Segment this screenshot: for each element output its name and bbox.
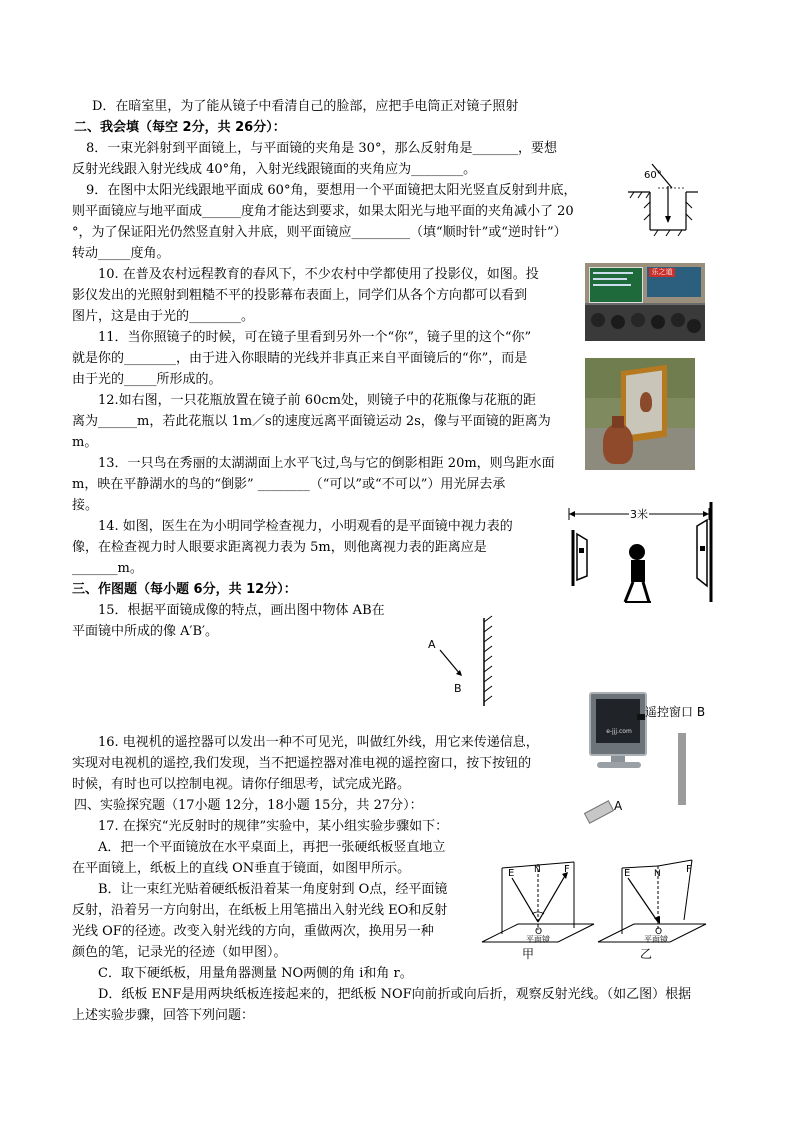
yi-caption: 乙 (640, 947, 653, 961)
q12-line-3: m。 (72, 435, 98, 450)
yi-label-n: N (654, 869, 661, 879)
tv-screen (596, 699, 640, 743)
point-a-label: A (428, 638, 436, 651)
q11-line-1: 11．当你照镜子的时候，可在镜子里看到另外一个“你”，镜子里的这个“你” (98, 330, 532, 345)
q12-line-1: 12.如右图，一只花瓶放置在镜子前 60cm处，则镜子中的花瓶像与花瓶的距 (98, 393, 536, 408)
q17-step-c: C．取下硬纸板，用量角器测量 NO两侧的角 i和角 r。 (98, 966, 413, 981)
projector-screen-title: 乐之道 (649, 268, 675, 277)
point-b-label: B (454, 682, 462, 695)
jia-label-o: O (535, 927, 543, 937)
q14-line-1: 14. 如图，医生在为小明同学检查视力，小明观看的是平面镜中视力表的 (98, 519, 513, 534)
q10-line-2: 影仪发出的光照射到粗糙不平的投影幕布表面上，同学们从各个方向都可以看到 (72, 288, 528, 303)
well-angle-label: 60° (644, 170, 662, 181)
q17-step-b-line-4: 颜色的笔，记录光的径迹（如甲图）。 (72, 945, 287, 960)
projector-classroom-photo (585, 263, 705, 341)
q17-intro: 17. 在探究“光反射时的规律”实验中，某小组实验步骤如下： (98, 819, 449, 834)
q17-step-a-line-2: 在平面镜上，纸板上的直线 ON垂直于镜面，如图甲所示。 (72, 861, 411, 876)
tv-window-label: 遥控窗口 B (645, 705, 706, 719)
tv-body (589, 692, 647, 756)
q17-step-b-line-3: 光线 OF的径迹。改变入射光线的方向，重做两次，换用另一种 (72, 924, 434, 939)
q16-line-3: 时候，有时也可以控制电视。请你仔细思考，试完成光路。 (72, 777, 411, 792)
q9-line-1: 9．在图中太阳光线跟地平面成 60°角，要想用一个平面镜把太阳光竖直反射到井底， (86, 183, 577, 198)
eye-test-figure (565, 490, 717, 608)
q11-line-2: 就是你的________，由于进入你眼睛的光线并非真正来自平面镜后的“你”，而是 (72, 351, 528, 366)
jia-mirror-label: 平面镜 (526, 935, 550, 944)
q14-line-2: 像，在检查视力时人眼要求距离视力表为 5m，则他离视力表的距离应是 (72, 540, 487, 555)
vase-mirror-photo (585, 358, 695, 470)
ab-mirror-figure (420, 612, 520, 710)
q17-step-b-line-2: 反射，沿着另一方向射出，在纸板上用笔描出入射光线 EO和反射 (72, 903, 448, 918)
q17-step-b-line-1: B．让一束红光贴着硬纸板沿着某一角度射到 O点，经平面镜 (98, 882, 448, 897)
yi-label-e: E (624, 868, 631, 879)
jia-caption: 甲 (522, 947, 535, 961)
jia-label-n: N (534, 865, 541, 875)
q12-line-2: 离为______m，若此花瓶以 1m／s的速度远离平面镜运动 2s，像与平面镜的距离为 (72, 414, 551, 429)
q14-line-3: _______m。 (72, 561, 143, 576)
q17-step-a-line-1: A．把一个平面镜放在水平桌面上，再把一张硬纸板竖直地立 (98, 840, 446, 855)
option-d-line: D．在暗室里，为了能从镜子中看清自己的脸部，应把手电筒正对镜子照射 (92, 99, 519, 114)
wall-obstacle (678, 733, 686, 805)
eye-test-distance: 3米 (630, 508, 648, 521)
q16-line-2: 实现对电视机的遥控,我们发现，当不把遥控器对准电视的遥控窗口，按下按钮的 (72, 756, 532, 771)
yi-label-o: O (655, 927, 663, 937)
well-sunlight-figure (628, 158, 698, 238)
tv-brand: e-jjj.com (606, 728, 632, 735)
q17-step-d-line-2: 上述实验步骤，回答下列问题： (72, 1008, 255, 1023)
tv-figure (587, 690, 707, 775)
q9-line-3: °，为了保证阳光仍然竖直射入井底，则平面镜应_________（填“顺时针”或“逆时针”） (72, 225, 567, 240)
yi-mirror-label: 平面镜 (644, 935, 668, 944)
tv-stand (597, 762, 641, 768)
remote-figure (583, 798, 615, 824)
remote-control-icon (584, 800, 614, 824)
jia-label-e: E (508, 868, 515, 879)
q8-line-1: 8．一束光斜射到平面镜上，与平面镜的夹角是 30°，那么反射角是_______，要想 (86, 141, 557, 156)
q13-line-2: m，映在平静湖水的鸟的“倒影” ________（“可以”或“不可以”）用光屏去承 (72, 477, 506, 492)
q10-line-1: 10. 在普及农村远程教育的春风下，不少农村中学都使用了投影仪，如图。投 (98, 267, 539, 282)
section-3-heading: 三、作图题（每小题 6分，共 12分）： (72, 582, 297, 597)
q16-line-1: 16. 电视机的遥控器可以发出一种不可见光，叫做红外线，用它来传递信息， (98, 735, 539, 750)
q11-line-3: 由于光的_____所形成的。 (72, 372, 222, 387)
section-2-heading: 二、我会填（每空 2分，共 26分）： (74, 120, 286, 135)
q13-line-3: 接。 (72, 498, 99, 513)
remote-window (637, 714, 645, 720)
jia-label-f: F (564, 864, 570, 875)
q15-line-1: 15．根据平面镜成像的特点，画出图中物体 AB在 (98, 603, 385, 618)
yi-label-f: F (686, 864, 692, 875)
q9-line-2: 则平面镜应与地平面成______度角才能达到要求，如果太阳光与地平面的夹角减小了 20 (72, 204, 574, 219)
q15-line-2: 平面镜中所成的像 A′B′。 (72, 624, 218, 639)
section-4-heading: 四、实验探究题（17小题 12分，18小题 15分，共 27分）： (74, 798, 423, 813)
reflection-experiment-figure (478, 858, 708, 962)
q8-line-2: 反射光线跟入射光线成 40°角，入射光线跟镜面的夹角应为________。 (72, 162, 477, 177)
remote-label: A (614, 799, 623, 813)
q9-line-4: 转动_____度角。 (72, 246, 170, 261)
q17-step-d-line-1: D．纸板 ENF是用两块纸板连接起来的，把纸板 NOF向前折或向后折，观察反射光线。（如乙图）根据 (98, 987, 692, 1002)
q13-line-1: 13．一只鸟在秀丽的太湖湖面上水平飞过,鸟与它的倒影相距 20m，则鸟距水面 (98, 456, 555, 471)
q10-line-3: 图片，这是由于光的________。 (72, 309, 255, 324)
